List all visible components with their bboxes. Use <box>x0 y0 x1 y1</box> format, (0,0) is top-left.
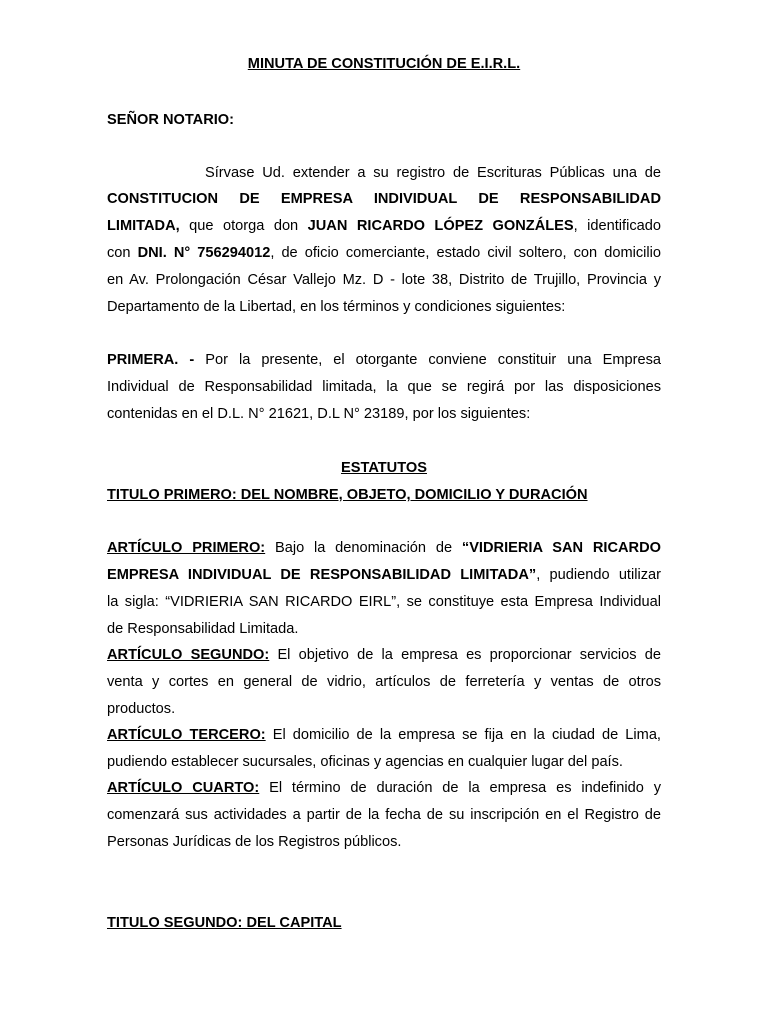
estatutos-heading: ESTATUTOS <box>341 460 427 476</box>
art4-line-1: ARTÍCULO CUARTO: El término de duración de la empresa es indefinido y <box>107 780 661 796</box>
art1-line-2: EMPRESA INDIVIDUAL DE RESPONSABILIDAD LIMITADA”, pudiendo utilizar <box>107 567 661 583</box>
intro-line-3: LIMITADA, que otorga don JUAN RICARDO LÓPEZ GONZÁLES, identificado <box>107 218 661 234</box>
primera-label: PRIMERA. - <box>107 352 195 368</box>
primera-line-3: contenidas en el D.L. N° 21621, D.L N° 23189, por los siguientes: <box>107 406 531 422</box>
art3-line-2: pudiendo establecer sucursales, oficinas y agencias en cualquier lugar del país. <box>107 754 623 770</box>
document-title: MINUTA DE CONSTITUCIÓN DE E.I.R.L. <box>247 56 521 72</box>
grantor-dni: DNI. N° 756294012 <box>137 245 271 261</box>
art1-label: ARTÍCULO PRIMERO: <box>107 540 266 556</box>
art2-line-2: venta y cortes en general de vidrio, artículos de ferretería y ventas de otros <box>107 674 661 690</box>
titulo-segundo-heading: TITULO SEGUNDO: DEL CAPITAL <box>107 915 342 931</box>
titulo-primero-heading: TITULO PRIMERO: DEL NOMBRE, OBJETO, DOMICILIO Y DURACIÓN <box>107 487 588 503</box>
art2-label: ARTÍCULO SEGUNDO: <box>107 647 270 663</box>
primera-line-1: PRIMERA. - Por la presente, el otorgante conviene constituir una Empresa <box>107 352 662 368</box>
art4-line-3: Personas Jurídicas de los Registros públicos. <box>107 834 402 850</box>
art3-line-1: ARTÍCULO TERCERO: El domicilio de la empresa se fija en la ciudad de Lima, <box>107 727 661 743</box>
art3-label: ARTÍCULO TERCERO: <box>107 727 266 743</box>
grantor-name: JUAN RICARDO LÓPEZ GONZÁLES <box>307 218 574 234</box>
intro-line-4: con DNI. N° 756294012, de oficio comerciante, estado civil soltero, con domicilio <box>107 245 661 261</box>
art2-line-1: ARTÍCULO SEGUNDO: El objetivo de la empresa es proporcionar servicios de <box>107 647 661 663</box>
art1-line-1: ARTÍCULO PRIMERO: Bajo la denominación de “VIDRIERIA SAN RICARDO <box>107 540 661 556</box>
primera-line-2: Individual de Responsabilidad limitada, la que se regirá por las disposiciones <box>107 379 661 395</box>
intro-line-6: Departamento de la Libertad, en los términos y condiciones siguientes: <box>107 299 566 315</box>
intro-line-2: CONSTITUCION DE EMPRESA INDIVIDUAL DE RESPONSABILIDAD <box>107 191 661 207</box>
art4-label: ARTÍCULO CUARTO: <box>107 780 260 796</box>
intro-line-5: en Av. Prolongación César Vallejo Mz. D - lote 38, Distrito de Trujillo, Provincia y <box>107 272 661 288</box>
art2-line-3: productos. <box>107 701 176 717</box>
art1-line-4: de Responsabilidad Limitada. <box>107 621 299 637</box>
art1-line-3: la sigla: “VIDRIERIA SAN RICARDO EIRL”, se constituye esta Empresa Individual <box>107 594 661 610</box>
art4-line-2: comenzará sus actividades a partir de la fecha de su inscripción en el Registro de <box>107 807 661 823</box>
intro-line-1: Sírvase Ud. extender a su registro de Escrituras Públicas una de <box>205 165 661 181</box>
greeting: SEÑOR NOTARIO: <box>107 112 235 128</box>
